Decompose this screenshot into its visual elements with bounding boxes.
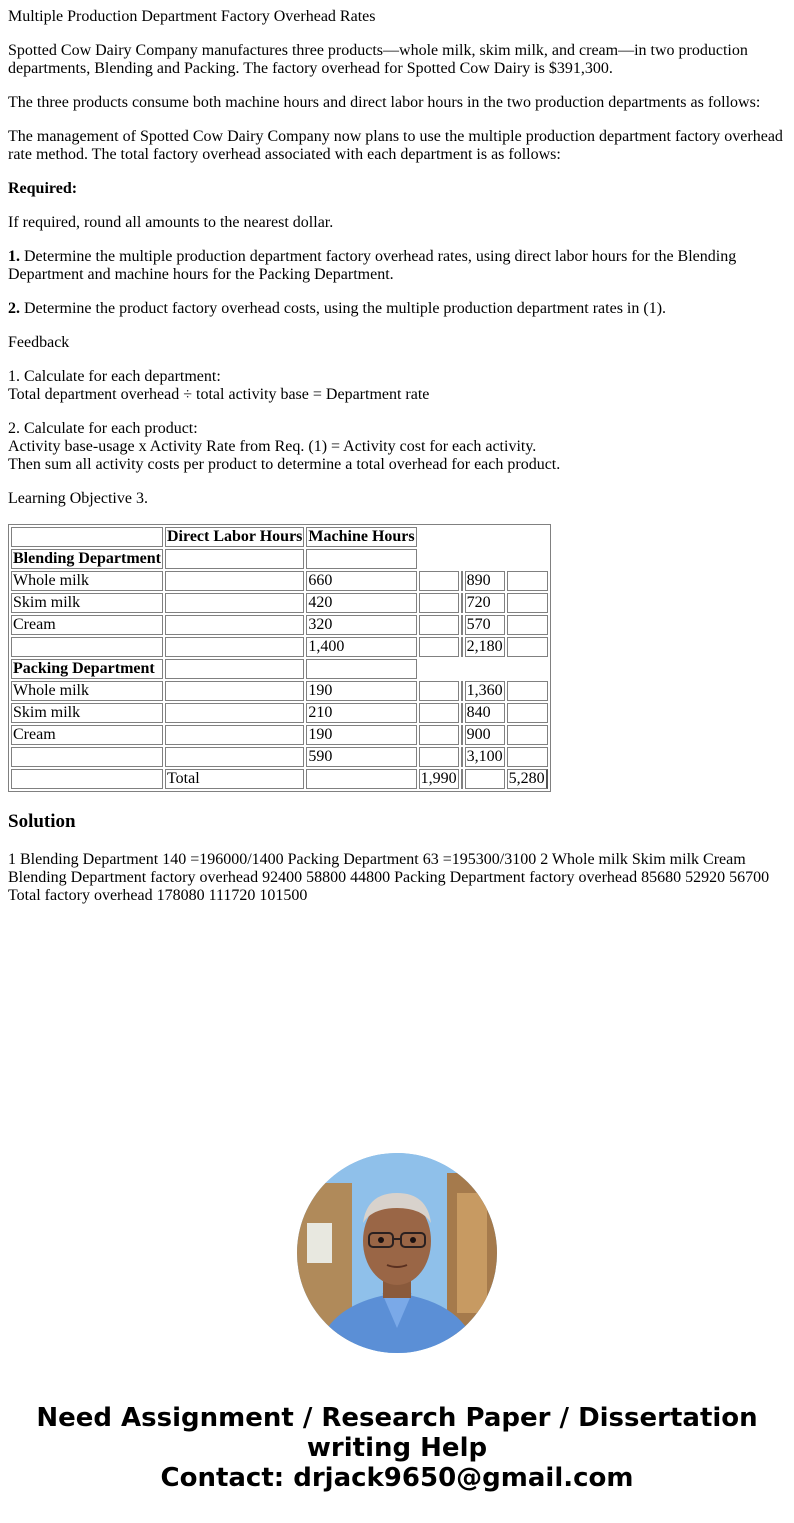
table-header-row [11,527,548,547]
table-row [11,725,548,745]
row-dlh: 1,400 [306,637,416,657]
row-dlh: 190 [306,725,416,745]
required-heading [8,180,786,198]
author-avatar [297,1153,497,1353]
feedback-2-line-3: Then sum all activity costs per product to determine a total overhead for each product. [8,456,561,473]
packing-section-row [11,659,548,679]
header-empty-cell [11,527,163,547]
feedback-1-line-1: 1. Calculate for each department: [8,368,221,385]
feedback-1-line-2: Total department overhead ÷ total activity base = Department rate [8,386,430,403]
row-name: Cream [11,615,163,635]
required-label: Required: [8,180,78,197]
feedback-2-line-1: 2. Calculate for each product: [8,420,198,437]
avatar-photo-icon [297,1153,497,1353]
row-mh: 3,100 [466,748,503,765]
row-dlh: 660 [306,571,416,591]
question-1-number: 1. [8,248,20,265]
row-mh: 570 [465,615,505,635]
table-total-row [11,769,548,789]
total-label: Total [165,769,304,789]
table-row [11,593,548,613]
page-title: Multiple Production Department Factory Overhead Rates [8,8,376,25]
row-mh: 2,180 [466,638,503,655]
learning-objective: Learning Objective 3. [8,490,148,507]
solution-text: 1 Blending Department 140 =196000/1400 Packing Department 63 =195300/3100 2 Whole milk Skim milk Cream Blending Department factory overhead 92400 58800 44800 Packing Department factory overhead 85680 52920 56700 Total factory overhead 178080 111720 101500 [8,851,770,904]
row-name [11,637,163,657]
table-row [11,571,548,591]
blending-department-label: Blending Department [13,550,161,567]
row-name [11,747,163,767]
row-dlh: 320 [306,615,416,635]
question-2-text: Determine the product factory overhead costs, using the multiple production department rates in (1). [20,300,667,317]
table-row [11,747,548,767]
feedback-2-line-2: Activity base-usage x Activity Rate from Req. (1) = Activity cost for each activity. [8,438,537,455]
row-mh: 890 [465,571,505,591]
question-1-text: Determine the multiple production department factory overhead rates, using direct labor hours for the Blending Department and machine hours for the Packing Department. [8,248,737,283]
consume-paragraph: The three products consume both machine hours and direct labor hours in the two production departments as follows: [8,94,761,111]
row-name: Cream [11,725,163,745]
feedback-2 [8,420,786,474]
management-paragraph: The management of Spotted Cow Dairy Company now plans to use the multiple production department factory overhead rate method. The total factory overhead associated with each department is as follows: [8,128,783,163]
header-machine-hours: Machine Hours [308,528,415,545]
question-1 [8,248,786,284]
row-dlh: 210 [306,703,416,723]
table-row [11,681,548,701]
intro-paragraph: Spotted Cow Dairy Company manufactures three products—whole milk, skim milk, and cream—in two production departments, Blending and Packing. The factory overhead for Spotted Cow Dairy is $391,300. [8,42,748,77]
banner-line-1: Need Assignment / Research Paper / Dissertation [36,1403,758,1433]
row-dlh: 190 [306,681,416,701]
packing-department-label: Packing Department [11,659,163,679]
feedback-label: Feedback [8,334,70,351]
row-mh: 1,360 [466,682,503,699]
row-name: Skim milk [11,703,163,723]
table-row [11,703,548,723]
question-2 [8,300,786,318]
hours-table [8,524,551,792]
row-name: Whole milk [11,571,163,591]
row-name: Skim milk [11,593,163,613]
row-dlh: 590 [306,747,416,767]
total-mh: 5,280 [507,769,548,789]
banner-contact: Contact: drjack9650@gmail.com [160,1463,634,1493]
row-mh: 900 [465,725,505,745]
total-dlh: 1,990 [420,770,457,787]
row-name: Whole milk [11,681,163,701]
round-note: If required, round all amounts to the nearest dollar. [8,214,334,231]
header-direct-labor-hours: Direct Labor Hours [167,528,303,545]
row-mh: 840 [465,703,505,723]
solution-heading: Solution [8,811,76,832]
promo-banner [0,1403,794,1493]
row-dlh: 420 [306,593,416,613]
table-row [11,637,548,657]
blending-section-row [11,549,548,569]
table-row [11,615,548,635]
feedback-1 [8,368,786,404]
banner-line-2: writing Help [306,1433,488,1463]
question-2-number: 2. [8,300,20,317]
row-mh: 720 [465,593,505,613]
